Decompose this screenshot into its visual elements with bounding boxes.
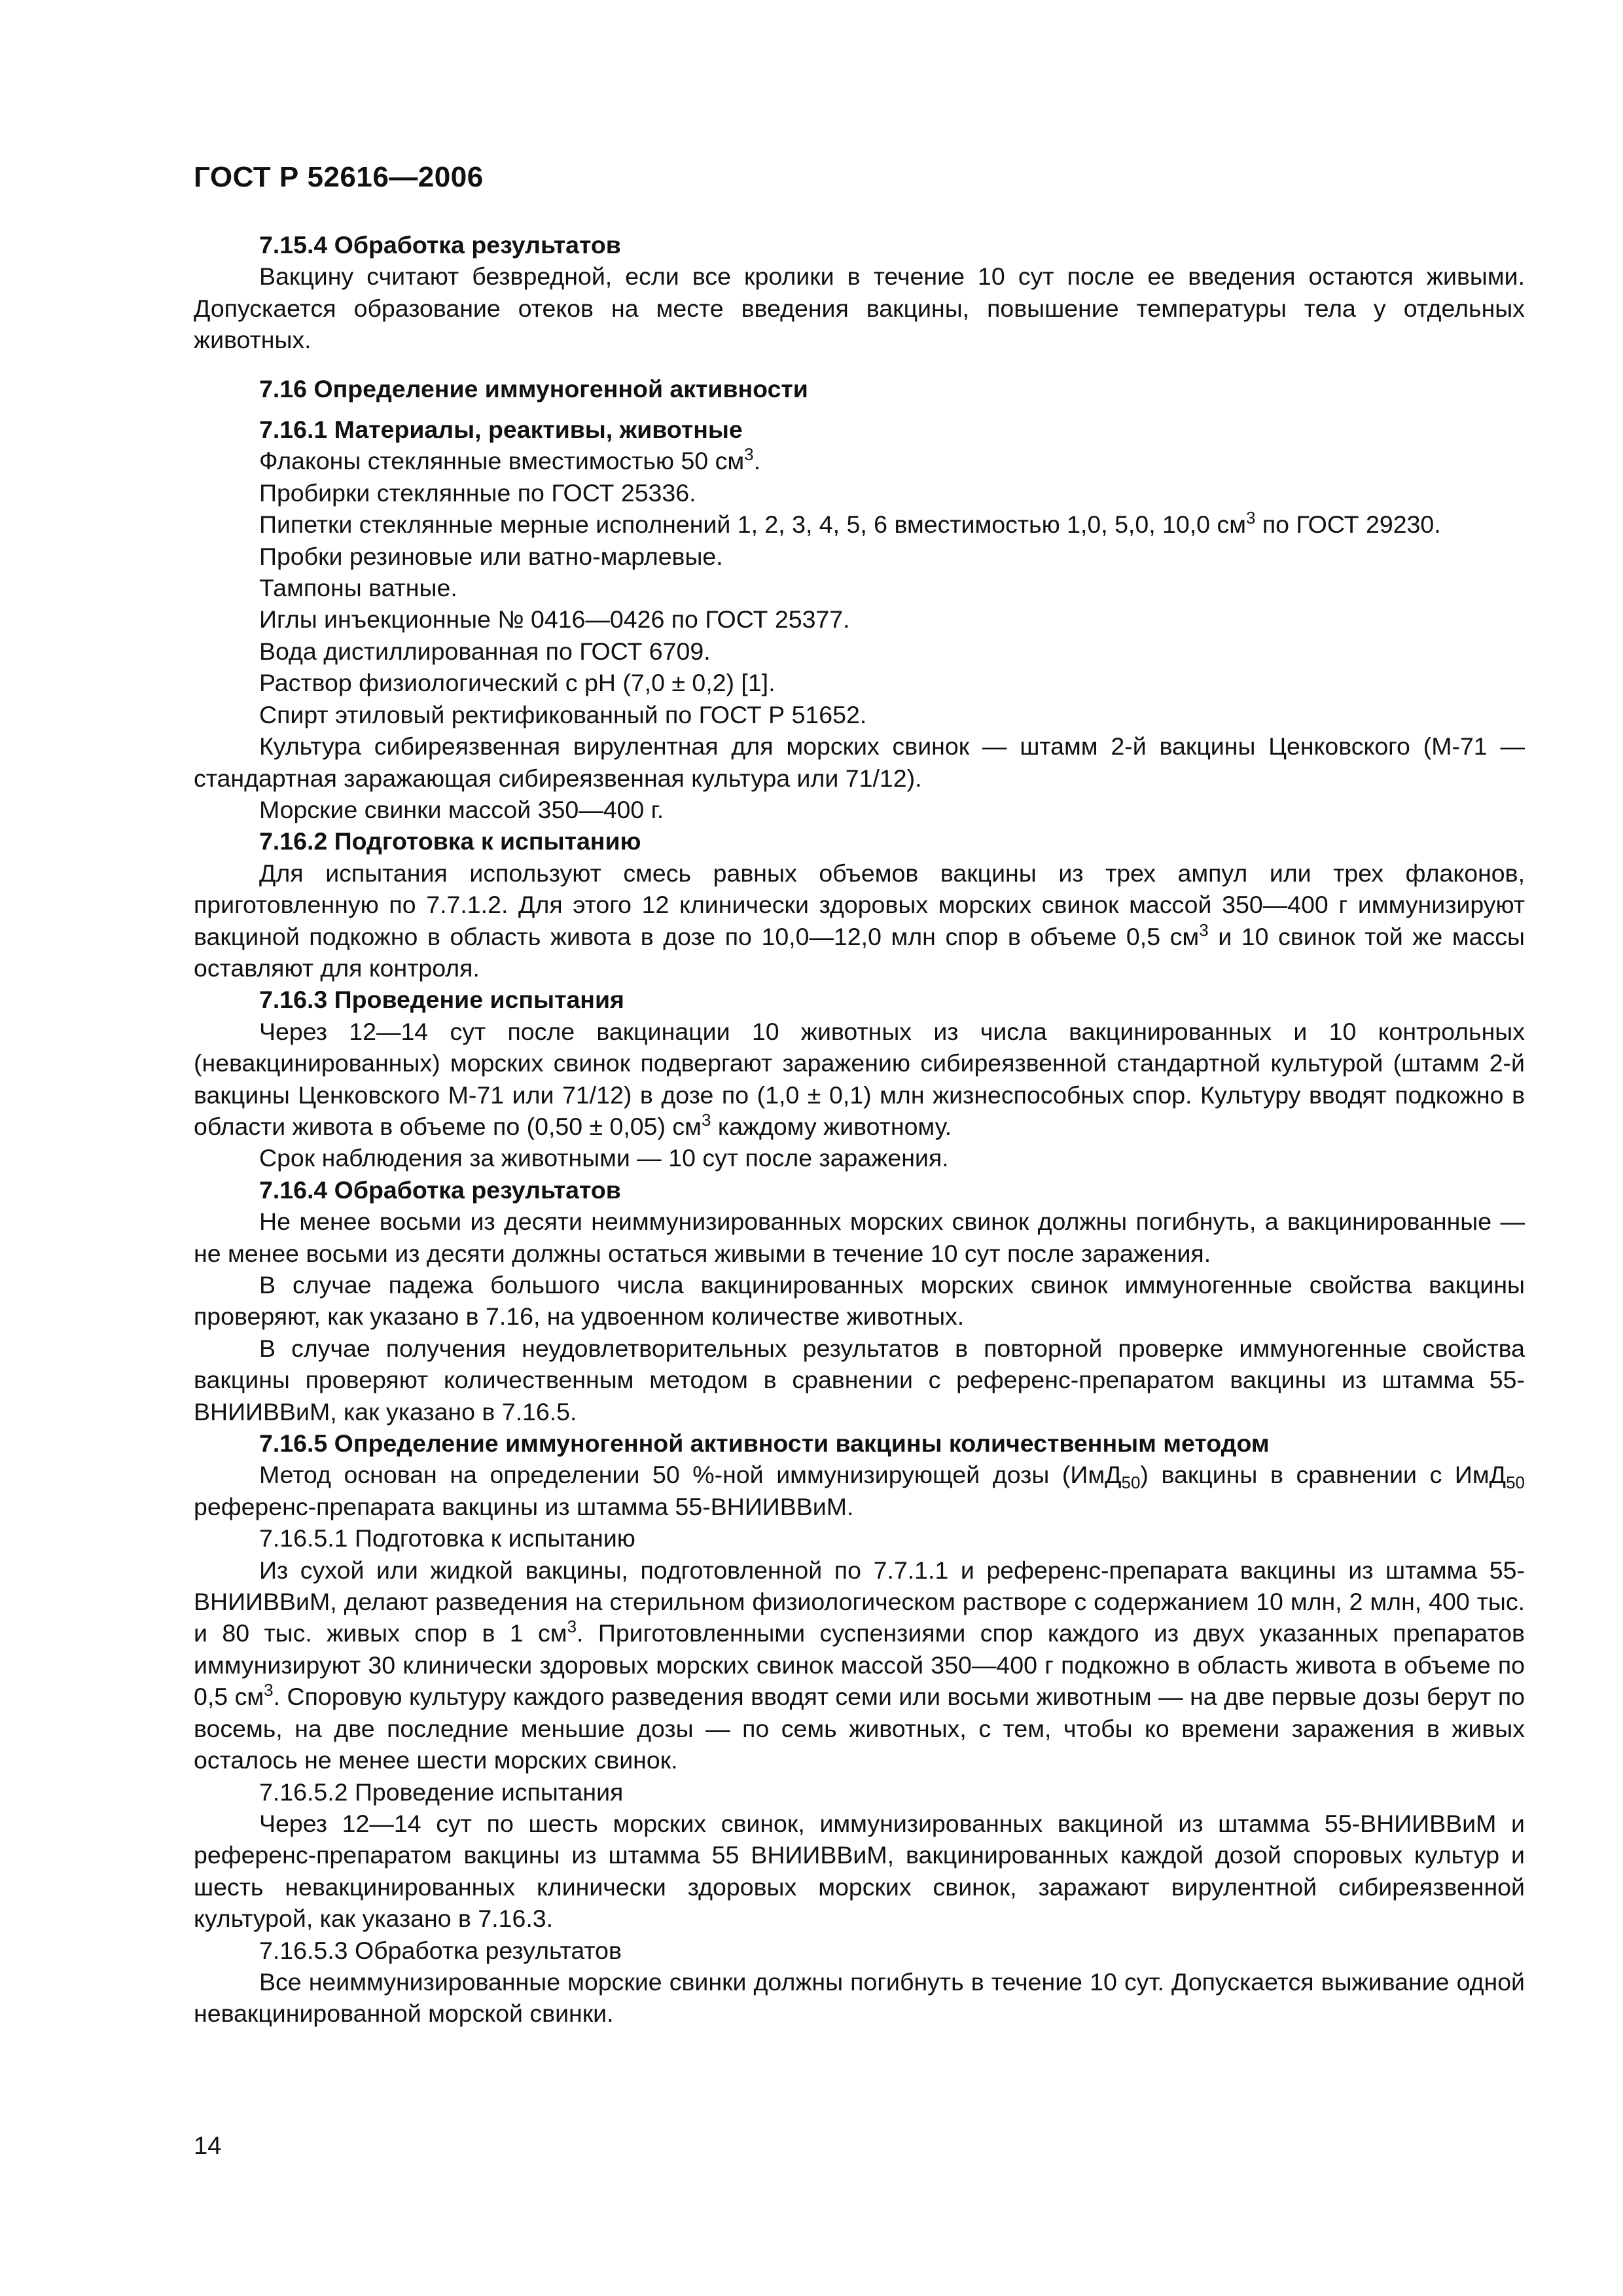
section-title-7-16-3: 7.16.3 Проведение испытания (259, 986, 624, 1014)
material-item: Культура сибиреязвенная вирулентная для морских свинок — штамм 2-й вакцины Ценковского (М-71 — стандартная заражающая сибиреязвенная культура или 71/12). (194, 732, 1525, 792)
paragraph: В случае получения неудовлетворительных результатов в повторной проверке иммуногенные свойства вакцины проверяют количественным методом в сравнении с референс-препаратом вакцины из штамма 55-ВНИИВВиМ, как указано в 7.16.5. (194, 1334, 1525, 1426)
section-title-7-15-4: 7.15.4 Обработка результатов (259, 231, 621, 259)
material-item: Вода дистиллированная по ГОСТ 6709. (259, 637, 711, 665)
document-body (194, 229, 1525, 2030)
material-item: Иглы инъекционные № 0416—0426 по ГОСТ 25377. (259, 605, 850, 634)
material-item: Раствор физиологический с рН (7,0 ± 0,2) [1]. (259, 669, 776, 697)
section-title-7-16-2: 7.16.2 Подготовка к испытанию (259, 827, 641, 855)
section-title-7-16: 7.16 Определение иммуногенной активности (259, 374, 808, 403)
section-title-7-16-5: 7.16.5 Определение иммуногенной активности вакцины количественным методом (259, 1429, 1270, 1458)
section-title-7-16-4: 7.16.4 Обработка результатов (259, 1175, 621, 1204)
paragraph: Вакцину считают безвредной, если все кролики в течение 10 сут после ее введения остаются живыми. Допускается образование отеков на месте введения вакцины, повышение температуры тела у отдельных животных. (194, 262, 1525, 354)
page-number: 14 (194, 2132, 222, 2160)
material-item: Спирт этиловый ректификованный по ГОСТ Р 51652. (259, 700, 867, 728)
subsection-title-7-16-5-3: 7.16.5.3 Обработка результатов (259, 1936, 622, 1964)
material-item: Пробки резиновые или ватно-марлевые. (259, 542, 723, 570)
material-item: Морские свинки массой 350—400 г. (259, 795, 664, 823)
material-item: Флаконы стеклянные вместимостью 50 $см^3$. (259, 444, 760, 475)
material-item: Пробирки стеклянные по ГОСТ 25336. (259, 478, 696, 507)
section-title-7-16-1: 7.16.1 Материалы, реактивы, животные (259, 416, 743, 444)
paragraph: Все неиммунизированные морские свинки должны погибнуть в течение 10 сут. Допускается выживание одной невакцинированной морской свинки. (194, 1967, 1525, 2028)
document-header: ГОСТ Р 52616—2006 (194, 161, 484, 193)
material-item: Тампоны ватные. (259, 574, 457, 602)
paragraph: Не менее восьми из десяти неиммунизированных морских свинок должны погибнуть, а вакцинированные — не менее восьми из десяти должны остаться живыми в течение 10 сут после заражения. (194, 1208, 1525, 1267)
paragraph: Метод основан на определении 50 %-ной иммунизирующей дозы (ИмД$_{50}$) вакцины в сравнении с ИмД$_{50}$ референс-препарата вакцины из штамма 55-ВНИИВВиМ. (194, 1461, 1525, 1520)
paragraph: Через 12—14 сут по шесть морских свинок, иммунизированных вакциной из штамма 55-ВНИИВВиМ и референс-препаратом вакцины из штамма 55 ВНИИВВиМ, вакцинированных каждой дозой споровых культур и шесть невакцинированных клинически здоровых морских свинок, заражают вирулентной сибиреязвенной культурой, как указано в 7.16.3. (194, 1809, 1525, 1933)
paragraph: Срок наблюдения за животными — 10 сут после заражения. (259, 1144, 949, 1172)
paragraph: Для испытания используют смесь равных объемов вакцины из трех ампул или трех флаконов, приготовленную по 7.7.1.2. Для этого 12 клинически здоровых морских свинок массой 350—400 г иммунизируют вакциной подкожно в область живота в дозе по 10,0—12,0 млн спор в объеме 0,5 $см^3$ и 10 свинок той же массы оставляют для контроля. (194, 859, 1525, 982)
subsection-title-7-16-5-2: 7.16.5.2 Проведение испытания (259, 1778, 624, 1806)
paragraph: В случае падежа большого числа вакцинированных морских свинок иммуногенные свойства вакцины проверяют, как указано в 7.16, на удвоенном количестве животных. (194, 1271, 1525, 1331)
paragraph: Из сухой или жидкой вакцины, подготовленной по 7.7.1.1 и референс-препарата вакцины из штамма 55-ВНИИВВиМ, делают разведения на стерильном физиологическом растворе с содержанием 10 млн, 2 млн, 400 тыс. и 80 тыс. живых спор в 1 $см^3$. Приготовленными суспензиями спор каждого из двух указанных препаратов иммунизируют 30 клинически здоровых морских свинок массой 350—400 г подкожно в область живота в объеме по 0,5 $см^3$. Споровую культуру каждого разведения вводят семи или восьми животным — на две первые дозы берут по восемь, на две последние меньшие дозы — по семь животных, с тем, чтобы ко времени заражения в живых осталось не менее шести морских свинок. (194, 1556, 1525, 1774)
material-item: Пипетки стеклянные мерные исполнений 1, 2, 3, 4, 5, 6 вместимостью 1,0, 5,0, 10,0 $см^3$ по ГОСТ 29230. (259, 508, 1441, 539)
paragraph: Через 12—14 сут после вакцинации 10 животных из числа вакцинированных и 10 контрольных (невакцинированных) морских свинок подвергают заражению сибиреязвенной стандартной культурой (штамм 2-й вакцины Ценковского М-71 или 71/12) в дозе по (1,0 ± 0,1) млн жизнеспособных спор. Культуру вводят подкожно в области живота в объеме по (0,50 ± 0,05) $см^3$ каждому животному. (194, 1017, 1525, 1140)
subsection-title-7-16-5-1: 7.16.5.1 Подготовка к испытанию (259, 1524, 635, 1552)
